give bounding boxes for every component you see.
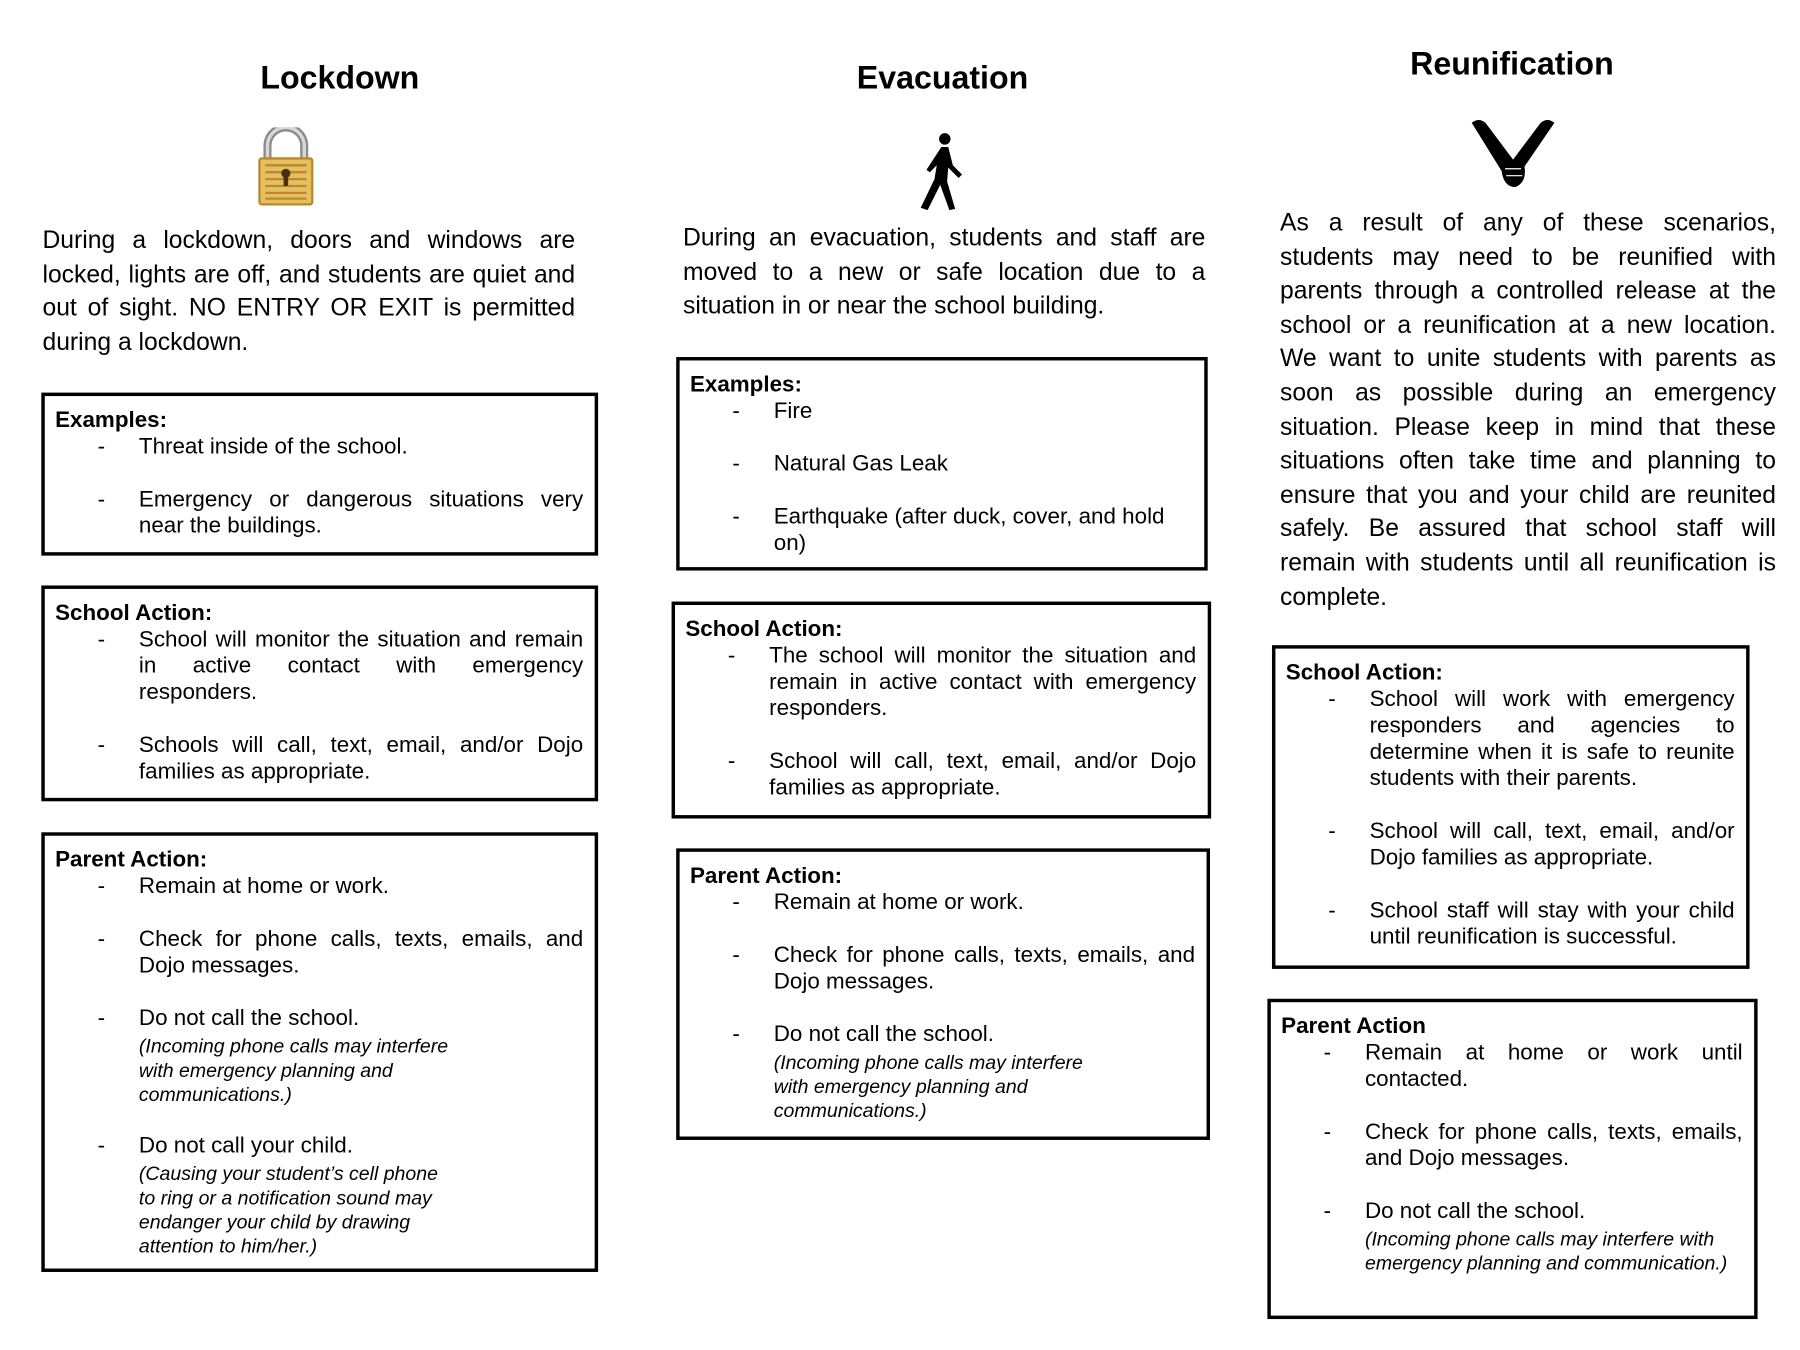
list-item: - Emergency or dangerous situations very near the buildings. <box>97 486 584 539</box>
padlock-icon <box>257 127 314 205</box>
reunification-intro: As a result of any of these scenarios, students may need to be reunified with parents through a controlled release at the school or a reunification at a new location. We want to unite students with parents as soon as possible during an emergency situation. Please keep in mind that these situations often take time and planning to ensure that you and your child are reunited safely. Be assured that school staff will remain with students until all reunification is complete. <box>1280 208 1776 611</box>
list-item: - Check for phone calls, texts, emails, and Dojo messages. <box>97 926 584 979</box>
evacuation-examples-box <box>676 357 1208 571</box>
list-item: - Do not call the school. (Incoming phone calls may interfere with emergency planning and communication.) <box>1281 1199 1742 1276</box>
list-item: - Schools will call, text, email, and/or Dojo families as appropriate. <box>97 732 584 785</box>
list-item: - Natural Gas Leak <box>732 451 948 477</box>
list-item: - School will monitor the situation and remain in active contact with emergency responders. <box>97 626 584 705</box>
note: (Causing your student’s cell phone to ring or a notification sound may endanger your child by drawing attention to him/her.) <box>138 1162 438 1258</box>
lockdown-school-action-box <box>41 585 598 801</box>
lockdown-intro: During a lockdown, doors and windows are locked, lights are off, and students are quiet and out of sight. NO ENTRY OR EXIT is permitted during a lockdown. <box>42 226 576 356</box>
box-heading: School Action: <box>1285 660 1443 686</box>
reunification-school-action-box <box>1272 645 1750 969</box>
list-item: - Remain at home or work. <box>97 873 389 899</box>
list-item: - Do not call the school. (Incoming phone calls may interfere with emergency planning and communications.) <box>690 1022 1195 1123</box>
list-item: - School staff will stay with your child until reunification is successful. <box>1328 897 1735 950</box>
reunification-title: Reunification <box>1410 45 1614 82</box>
box-heading: Parent Action: <box>689 863 843 889</box>
list-item: - School will call, text, email, and/or Dojo families as appropriate. <box>1328 818 1735 871</box>
list-item: - Threat inside of the school. <box>97 433 408 460</box>
box-heading: Examples: <box>689 371 802 398</box>
list-item: - Remain at home or work. <box>732 889 1024 915</box>
list-item: - Check for phone calls, texts, emails, and Dojo messages. <box>1323 1119 1743 1171</box>
box-heading: Parent Action <box>1281 1013 1426 1039</box>
reunification-parent-action-box <box>1267 999 1757 1319</box>
list-item: - Remain at home or work until contacted. <box>1323 1040 1743 1092</box>
list-item: - Fire <box>732 398 813 424</box>
list-item: - Earthquake (after duck, cover, and hold on) <box>732 503 1165 556</box>
note: (Incoming phone calls may interfere with emergency planning and communications.) <box>773 1051 1083 1122</box>
note: (Incoming phone calls may interfere with emergency planning and communication.) <box>1364 1228 1728 1275</box>
lockdown-title: Lockdown <box>260 59 420 96</box>
holding-hands-icon <box>1469 118 1556 189</box>
evacuation-parent-action-box <box>676 848 1210 1140</box>
list-item: - School will call, text, email, and/or Dojo families as appropriate. <box>727 748 1197 801</box>
list-item: - School will work with emergency responders and agencies to determine when it is safe to reunite students with their parents. <box>1328 686 1735 791</box>
list-item: - Do not call the school. (Incoming phone calls may interfere with emergency planning and communications.) <box>55 1006 583 1107</box>
evacuation-title: Evacuation <box>856 59 1029 96</box>
box-heading: Examples: <box>55 407 168 433</box>
list-item: - Check for phone calls, texts, emails, and Dojo messages. <box>732 942 1196 995</box>
box-heading: Parent Action: <box>55 847 208 873</box>
evacuation-school-action-box <box>672 602 1212 819</box>
list-item: - Do not call your child. (Causing your student’s cell phone to ring or a notification sound may endanger your child by drawing attention to him/her.) <box>55 1133 583 1258</box>
list-item: - The school will monitor the situation and remain in active contact with emergency responders. <box>727 642 1197 721</box>
box-heading: School Action: <box>55 600 213 626</box>
lockdown-parent-action-box <box>41 832 598 1272</box>
box-heading: School Action: <box>685 616 843 642</box>
note: (Incoming phone calls may interfere with emergency planning and communications.) <box>138 1035 449 1106</box>
lockdown-examples-box <box>41 393 598 556</box>
evacuation-intro: During an evacuation, students and staff are moved to a new or safe location due to a situation in or near the school building. <box>683 223 1206 320</box>
walking-person-icon <box>916 131 969 211</box>
